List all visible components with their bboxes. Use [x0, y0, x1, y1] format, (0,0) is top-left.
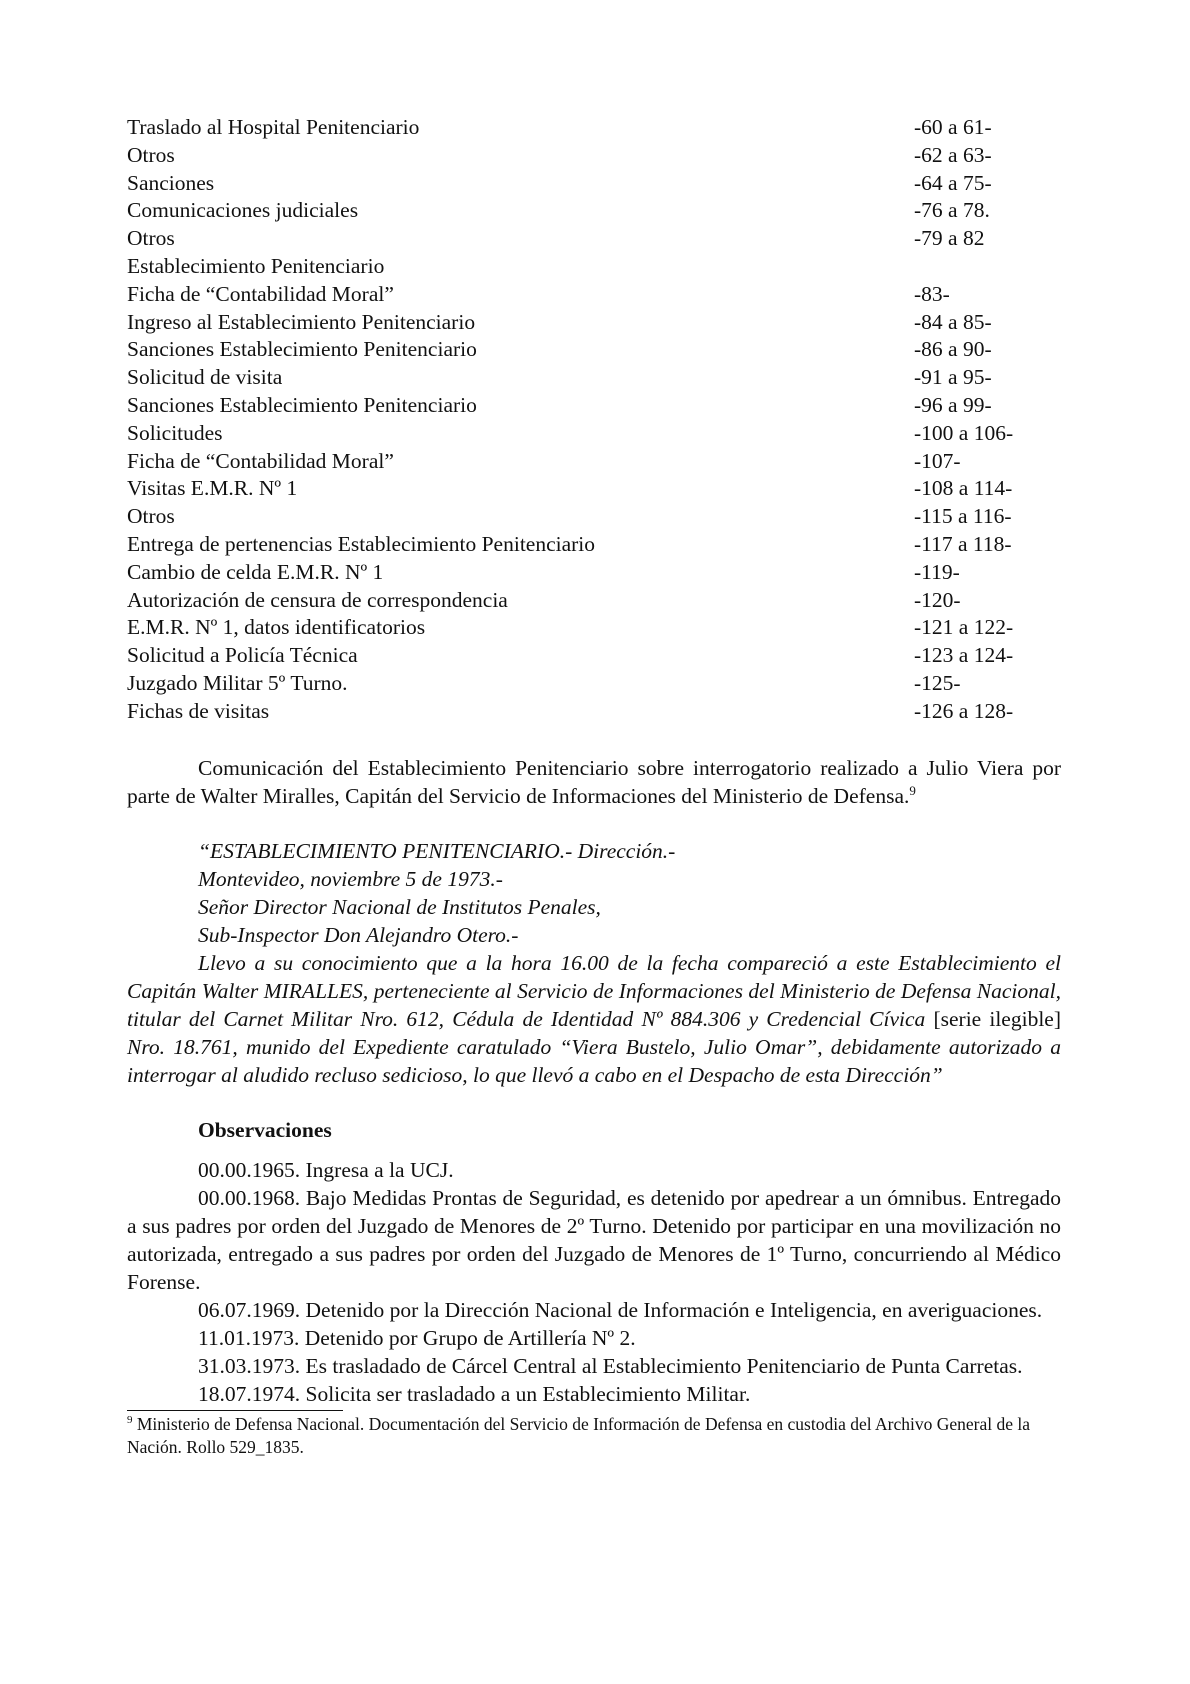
observacion-entry: 06.07.1969. Detenido por la Dirección Nacional de Información e Inteligencia, en averiguaciones. [198, 1297, 1043, 1322]
footnote-number: 9 [127, 1413, 133, 1426]
index-pages: -108 a 114- [914, 476, 1013, 501]
index-pages: -96 a 99- [914, 392, 992, 417]
index-label: Visitas E.M.R. Nº 1 [127, 476, 298, 501]
observacion-entry: 11.01.1973. Detenido por Grupo de Artillería Nº 2. [198, 1325, 636, 1350]
index-pages: -119- [914, 559, 960, 584]
intro-text: Comunicación del Establecimiento Penitenciario sobre interrogatorio realizado a Julio Viera por parte de Walter Miralles, Capitán del Servicio de Informaciones del Ministerio de Defensa. [127, 755, 1061, 808]
footnote [127, 1413, 1061, 1459]
index-label: Fichas de visitas [127, 698, 270, 723]
index-row [127, 503, 1061, 531]
index-label: Autorización de censura de correspondencia [127, 587, 508, 612]
index-pages: -125- [914, 670, 961, 695]
index-list [127, 114, 1061, 726]
index-label: Juzgado Militar 5º Turno. [127, 670, 348, 695]
observaciones-heading: Observaciones [198, 1117, 332, 1142]
index-label: Entrega de pertenencias Establecimiento Penitenciario [127, 531, 596, 556]
index-pages: -123 a 124- [914, 643, 1014, 668]
index-row [127, 392, 1061, 420]
index-label: Sanciones Establecimiento Penitenciario [127, 392, 477, 417]
intro-paragraph [127, 754, 1061, 810]
observacion-entry: 00.00.1965. Ingresa a la UCJ. [198, 1157, 454, 1182]
index-label: E.M.R. Nº 1, datos identificatorios [127, 615, 426, 640]
quoted-letter [127, 837, 1061, 1089]
index-pages: -107- [914, 448, 961, 473]
index-row [127, 309, 1061, 337]
index-row [127, 197, 1061, 225]
index-pages: -76 a 78. [914, 198, 990, 223]
index-label: Comunicaciones judiciales [127, 198, 359, 223]
index-pages: -91 a 95- [914, 365, 992, 390]
index-label: Cambio de celda E.M.R. Nº 1 [127, 559, 384, 584]
letter-body-part-a: Llevo a su conocimiento que a la hora 16.00 de la fecha compareció a este Establecimiento el Capitán Walter MIRALLES, perteneciente al Servicio de Informaciones del Ministerio de Defensa Nacional, titular del Carnet Militar Nro. 612, Cédula de Identidad Nº 884.306 y Credencial Cívica [127, 950, 1061, 1031]
index-row [127, 420, 1061, 448]
index-label: Establecimiento Penitenciario [127, 253, 385, 278]
document-page [127, 114, 1061, 1459]
index-row [127, 559, 1061, 587]
index-label: Solicitud de visita [127, 365, 283, 390]
index-label: Sanciones [127, 170, 215, 195]
editorial-note: [serie ilegible] [933, 1006, 1061, 1031]
index-label: Solicitudes [127, 420, 223, 445]
index-label: Otros [127, 504, 175, 529]
letter-body [127, 949, 1061, 1089]
index-row [127, 170, 1061, 198]
footnote-divider [127, 1410, 343, 1411]
observacion-entry: 18.07.1974. Solicita ser trasladado a un Establecimiento Militar. [198, 1381, 751, 1406]
footnote-text: Ministerio de Defensa Nacional. Documentación del Servicio de Información de Defensa en custodia del Archivo General de la Nación. Rollo 529_1835. [127, 1413, 1031, 1457]
footnote-reference[interactable]: 9 [909, 782, 916, 798]
index-label: Ingreso al Establecimiento Penitenciario [127, 309, 476, 334]
index-pages: -121 a 122- [914, 615, 1014, 640]
index-row [127, 670, 1061, 698]
index-pages: -83- [914, 281, 950, 306]
index-pages: -62 a 63- [914, 142, 992, 167]
letter-date: Montevideo, noviembre 5 de 1973.- [198, 866, 503, 891]
index-row [127, 614, 1061, 642]
index-label: Otros [127, 142, 175, 167]
observacion-entry: 31.03.1973. Es trasladado de Cárcel Central al Establecimiento Penitenciario de Punta Carretas. [198, 1353, 1023, 1378]
index-row [127, 587, 1061, 615]
index-pages: -86 a 90- [914, 337, 992, 362]
index-label: Ficha de “Contabilidad Moral” [127, 448, 394, 473]
index-row [127, 142, 1061, 170]
index-pages: -120- [914, 587, 961, 612]
index-row [127, 336, 1061, 364]
index-label: Ficha de “Contabilidad Moral” [127, 281, 394, 306]
index-pages: -117 a 118- [914, 531, 1012, 556]
observaciones-list [127, 1156, 1061, 1408]
index-label: Traslado al Hospital Penitenciario [127, 115, 420, 139]
letter-header: “ESTABLECIMIENTO PENITENCIARIO.- Dirección.- [198, 838, 676, 863]
index-label: Sanciones Establecimiento Penitenciario [127, 337, 477, 362]
index-row [127, 531, 1061, 559]
index-pages: -79 a 82 [914, 226, 985, 251]
letter-body-part-c: Nro. 18.761, munido del Expediente caratulado “Viera Bustelo, Julio Omar”, debidamente autorizado a interrogar al aludido recluso sedicioso, lo que llevó a cabo en el Despacho de esta Dirección” [127, 1034, 1061, 1087]
index-pages: -126 a 128- [914, 698, 1014, 723]
index-row [127, 281, 1061, 309]
index-row [127, 225, 1061, 253]
index-pages: -60 a 61- [914, 115, 992, 139]
index-pages: -64 a 75- [914, 170, 992, 195]
index-row [127, 114, 1061, 142]
index-pages: -84 a 85- [914, 309, 992, 334]
index-row [127, 642, 1061, 670]
index-label: Otros [127, 226, 175, 251]
index-label: Solicitud a Policía Técnica [127, 643, 358, 668]
index-row [127, 448, 1061, 476]
letter-recipient-name: Sub-Inspector Don Alejandro Otero.- [198, 922, 519, 947]
index-row [127, 698, 1061, 726]
index-row [127, 475, 1061, 503]
index-row [127, 253, 1061, 281]
letter-recipient: Señor Director Nacional de Institutos Penales, [198, 894, 601, 919]
index-row [127, 364, 1061, 392]
index-pages: -100 a 106- [914, 420, 1014, 445]
index-pages: -115 a 116- [914, 504, 1012, 529]
observacion-entry: 00.00.1968. Bajo Medidas Prontas de Seguridad, es detenido por apedrear a un ómnibus. Entregado a sus padres por orden del Juzgado de Menores de 2º Turno. Detenido por participar en una movilización no autorizada, entregado a sus padres por orden del Juzgado de Menores de 1º Turno, concurriendo al Médico Forense. [127, 1185, 1061, 1294]
